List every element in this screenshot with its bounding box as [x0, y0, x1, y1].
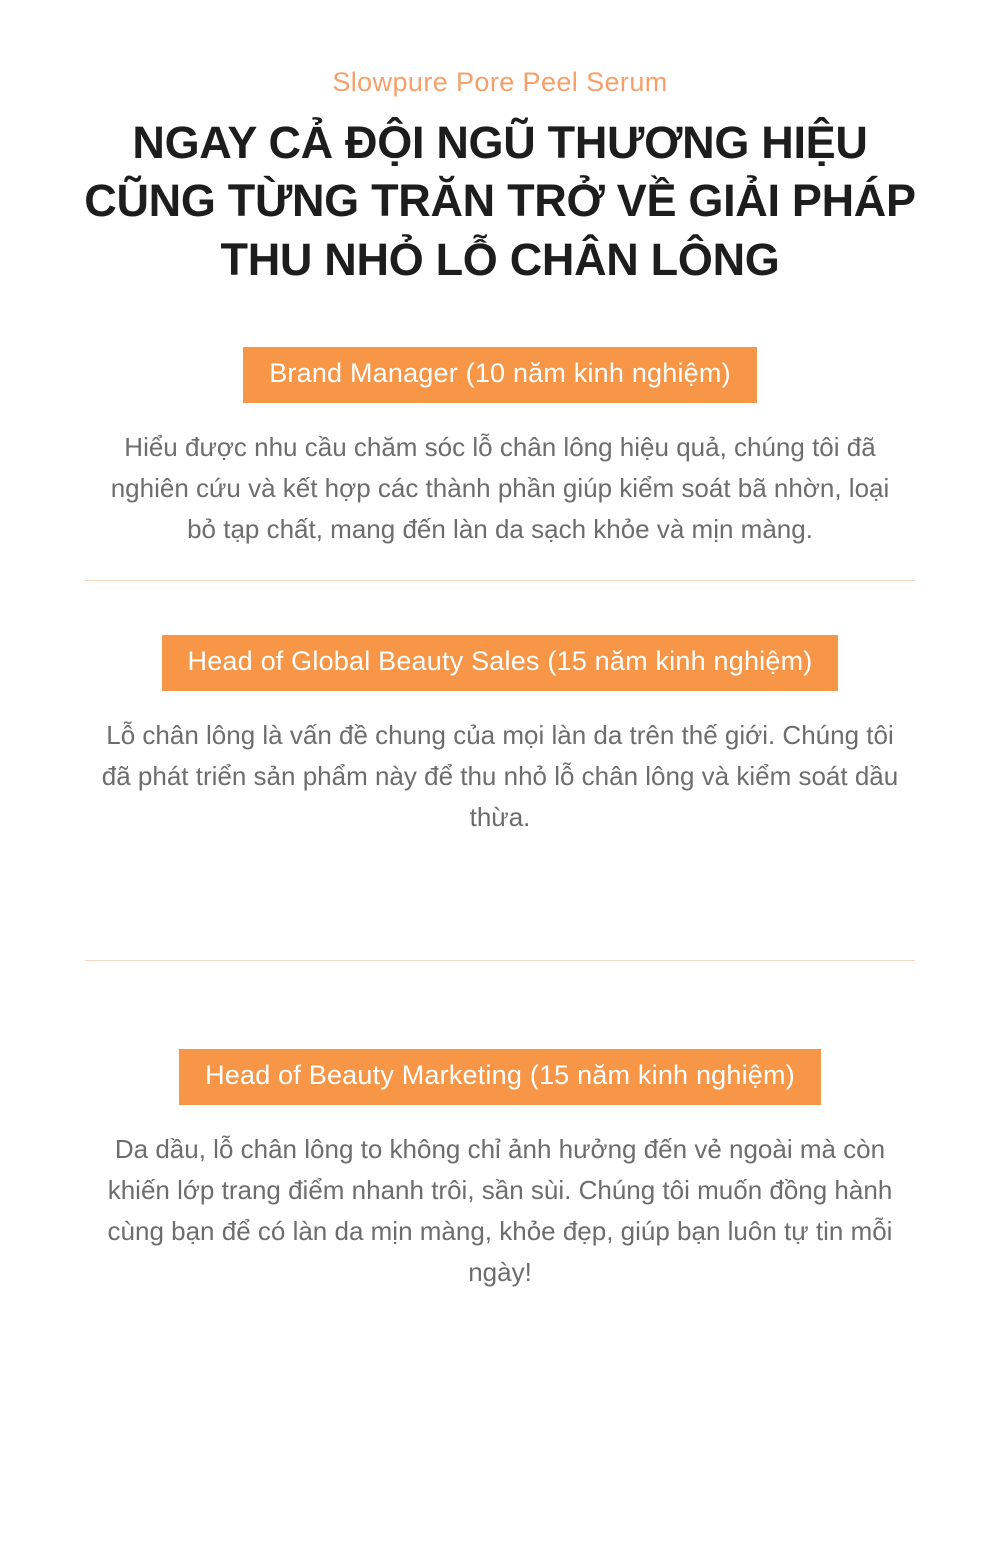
page-title: [0, 114, 1000, 290]
testimonial-body-2: Lỗ chân lông là vấn đề chung của mọi làn da trên thế giới. Chúng tôi đã phát triển sản phẩm này để thu nhỏ lỗ chân lông và kiểm soát dầu thừa.: [101, 719, 899, 832]
role-badge-head-of-beauty-marketing: Head of Beauty Marketing (15 năm kinh nghiệm): [179, 1049, 821, 1105]
badge-wrap-1: [0, 347, 1000, 403]
testimonial-body-1: Hiểu được nhu cầu chăm sóc lỗ chân lông hiệu quả, chúng tôi đã nghiên cứu và kết hợp các thành phần giúp kiểm soát bã nhờn, loại bỏ tạp chất, mang đến làn da sạch khỏe và mịn màng.: [110, 431, 890, 545]
product-name-eyebrow: Slowpure Pore Peel Serum: [332, 67, 668, 97]
testimonial-section-1: [0, 347, 1000, 581]
testimonial-body-3: Da dầu, lỗ chân lông to không chỉ ảnh hưởng đến vẻ ngoài mà còn khiến lớp trang điểm nhanh trôi, sần sùi. Chúng tôi muốn đồng hành cùng bạn để có làn da mịn màng, khỏe đẹp, giúp bạn luôn tự tin mỗi ngày!: [107, 1133, 893, 1287]
role-badge-head-of-global-beauty-sales: Head of Global Beauty Sales (15 năm kinh nghiệm): [162, 635, 839, 691]
spacer-2: [0, 838, 1000, 930]
testimonial-section-2: [0, 635, 1000, 961]
testimonial-sections: [0, 347, 1000, 1293]
page-header: [0, 0, 1000, 289]
badge-wrap-3: [0, 1049, 1000, 1105]
section-divider-2: [85, 960, 915, 961]
headline-line-2: CŨNG TỪNG TRĂN TRỞ VỀ GIẢI PHÁP: [84, 175, 916, 227]
testimonial-section-3: [0, 1049, 1000, 1293]
badge-wrap-2: [0, 635, 1000, 691]
role-badge-brand-manager: Brand Manager (10 năm kinh nghiệm): [243, 347, 757, 403]
section-divider-1: [85, 580, 915, 581]
spacer-1: [0, 581, 1000, 635]
headline-line-3: THU NHỎ LỖ CHÂN LÔNG: [220, 233, 780, 285]
spacer-3: [0, 961, 1000, 1049]
headline-line-1: NGAY CẢ ĐỘI NGŨ THƯƠNG HIỆU: [132, 116, 868, 168]
